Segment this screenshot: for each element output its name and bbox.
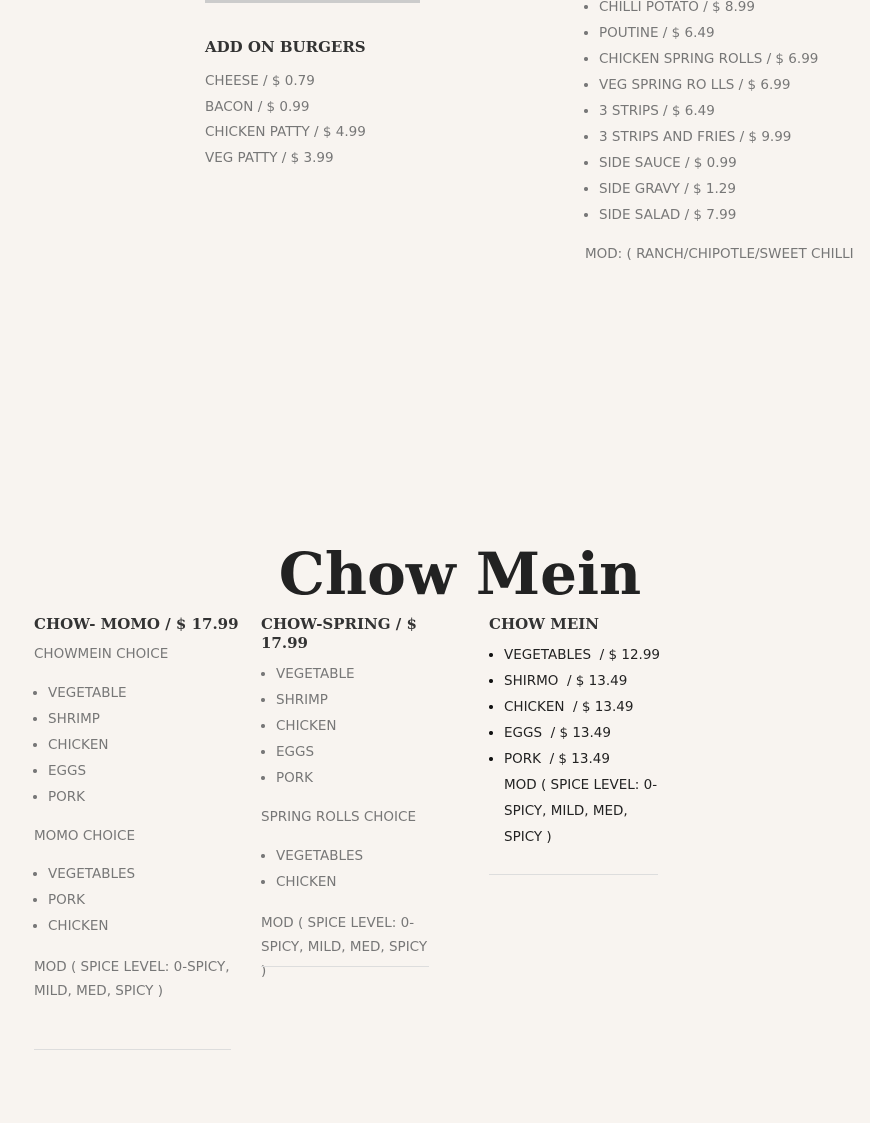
chow-mein-title: CHOW MEIN — [489, 615, 600, 633]
sides-item: • SIDE SAUCE / $ 0.99 — [599, 150, 818, 176]
sides-item: • 3 STRIPS / $ 6.49 — [599, 98, 818, 124]
list-item: • VEGETABLES — [276, 843, 363, 869]
addon-item: CHICKEN PATTY / $ 4.99 — [205, 124, 366, 140]
addon-list — [205, 69, 366, 171]
list-item: • PORK / $ 13.49 — [504, 746, 660, 772]
list-item: • PORK — [48, 784, 127, 810]
momo-choice-list — [34, 861, 135, 939]
list-item: • EGGS / $ 13.49 — [504, 720, 660, 746]
list-item: • SHRIMP — [48, 706, 127, 732]
list-item: • CHICKEN — [276, 713, 355, 739]
addon-item: VEG PATTY / $ 3.99 — [205, 149, 334, 166]
chow-mein-mod: MOD ( SPICE LEVEL: 0-SPICY, MILD, MED, SPICY ) — [504, 777, 658, 845]
sides-item: • 3 STRIPS AND FRIES / $ 9.99 — [599, 124, 818, 150]
list-item: • EGGS — [48, 758, 127, 784]
divider — [261, 966, 429, 967]
chowmein-choice-label: CHOWMEIN CHOICE — [34, 646, 169, 662]
sides-item: • VEG SPRING RO LLS / $ 6.99 — [599, 72, 818, 98]
sides-item: • CHILLI POTATO / $ 8.99 — [599, 0, 818, 20]
sides-mod: MOD: ( RANCH/CHIPOTLE/SWEET CHILLI — [585, 246, 854, 262]
list-item: • EGGS — [276, 739, 355, 765]
addon-item: BACON / $ 0.99 — [205, 98, 310, 115]
momo-choice-label: MOMO CHOICE — [34, 828, 135, 844]
sides-item: • SIDE GRAVY / $ 1.29 — [599, 176, 818, 202]
list-item: • PORK — [48, 887, 135, 913]
list-item: • VEGETABLE — [48, 680, 127, 706]
chow-spring-title: CHOW-SPRING / $ 17.99 — [261, 615, 417, 652]
chowmein-choice-list — [34, 680, 127, 810]
divider — [34, 1049, 231, 1050]
addon-title: ADD ON BURGERS — [205, 38, 366, 56]
list-item: • VEGETABLES / $ 12.99 — [504, 642, 660, 668]
chow-momo-title: CHOW- MOMO / $ 17.99 — [34, 615, 239, 633]
list-item: • PORK — [276, 765, 355, 791]
addon-item: CHEESE / $ 0.79 — [205, 73, 315, 89]
chow-spring-chowmein-list — [262, 661, 355, 791]
list-item: • SHIRMO / $ 13.49 — [504, 668, 660, 694]
list-item: • CHICKEN — [48, 913, 135, 939]
chow-spring-mod: MOD ( SPICE LEVEL: 0-SPICY, MILD, MED, SPICY ) — [261, 915, 428, 979]
spring-rolls-list — [262, 843, 363, 895]
chow-mein-list — [490, 642, 660, 850]
list-item: • CHICKEN — [276, 869, 363, 895]
list-item: • CHICKEN — [48, 732, 127, 758]
list-item: • SHRIMP — [276, 687, 355, 713]
section-title: Chow Mein — [278, 540, 642, 608]
sides-list — [585, 0, 818, 228]
divider — [489, 874, 658, 875]
spring-rolls-choice-label: SPRING ROLLS CHOICE — [261, 809, 416, 825]
sides-item: • POUTINE / $ 6.49 — [599, 20, 818, 46]
sides-item: • SIDE SALAD / $ 7.99 — [599, 202, 818, 228]
list-item: • VEGETABLES — [48, 861, 135, 887]
list-item: • VEGETABLE — [276, 661, 355, 687]
sides-item: • CHICKEN SPRING ROLLS / $ 6.99 — [599, 46, 818, 72]
chow-momo-mod: MOD ( SPICE LEVEL: 0-SPICY, MILD, MED, SPICY ) — [34, 959, 230, 999]
cut-off-line — [205, 0, 420, 3]
list-item: • CHICKEN / $ 13.49 — [504, 694, 660, 720]
